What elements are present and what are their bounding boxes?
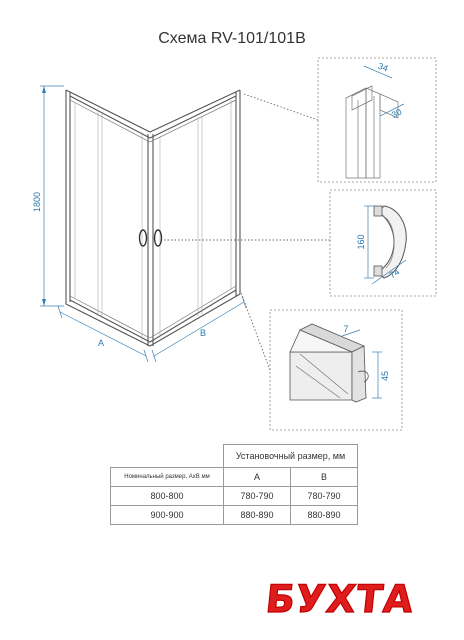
dimension-seal-7-label: 7 [343, 324, 349, 334]
dimension-profile-30-label: 30 [389, 106, 404, 121]
detail-profile [244, 58, 436, 182]
dimension-height-label: 1800 [32, 191, 42, 213]
detail-handle [164, 190, 436, 296]
left-glass-panels [75, 102, 142, 340]
door-handle-right-icon [155, 230, 162, 246]
detail-seal [240, 290, 402, 430]
enclosure-frame [66, 90, 240, 346]
dimension-handle-160-label: 160 [356, 234, 366, 250]
size-table [110, 444, 358, 525]
dimension-a-label: A [97, 338, 105, 348]
dimension-profile-34-label: 34 [376, 60, 390, 74]
door-handle-left-icon [140, 230, 147, 246]
dimension-b-label: B [199, 328, 207, 338]
table-row: 800-800 780-790 780-790 [111, 487, 358, 506]
table-header-nominal: Номинальный размер, AxB мм [111, 468, 224, 487]
dimension-b [152, 296, 246, 362]
table-header-b: B [291, 468, 358, 487]
dimension-seal-45-label: 45 [380, 370, 390, 382]
table-row: 900-900 880-890 880-890 [111, 506, 358, 525]
diagram-title: Схема RV-101/101B [158, 30, 306, 47]
brand-logo: БУХТА [263, 577, 417, 621]
dimension-height [32, 86, 64, 306]
dimension-handle-74-label: 74 [387, 266, 402, 281]
table-header-a: A [224, 468, 291, 487]
table-group-header: Установочный размер, мм [224, 445, 358, 468]
right-glass-panels [160, 100, 231, 338]
